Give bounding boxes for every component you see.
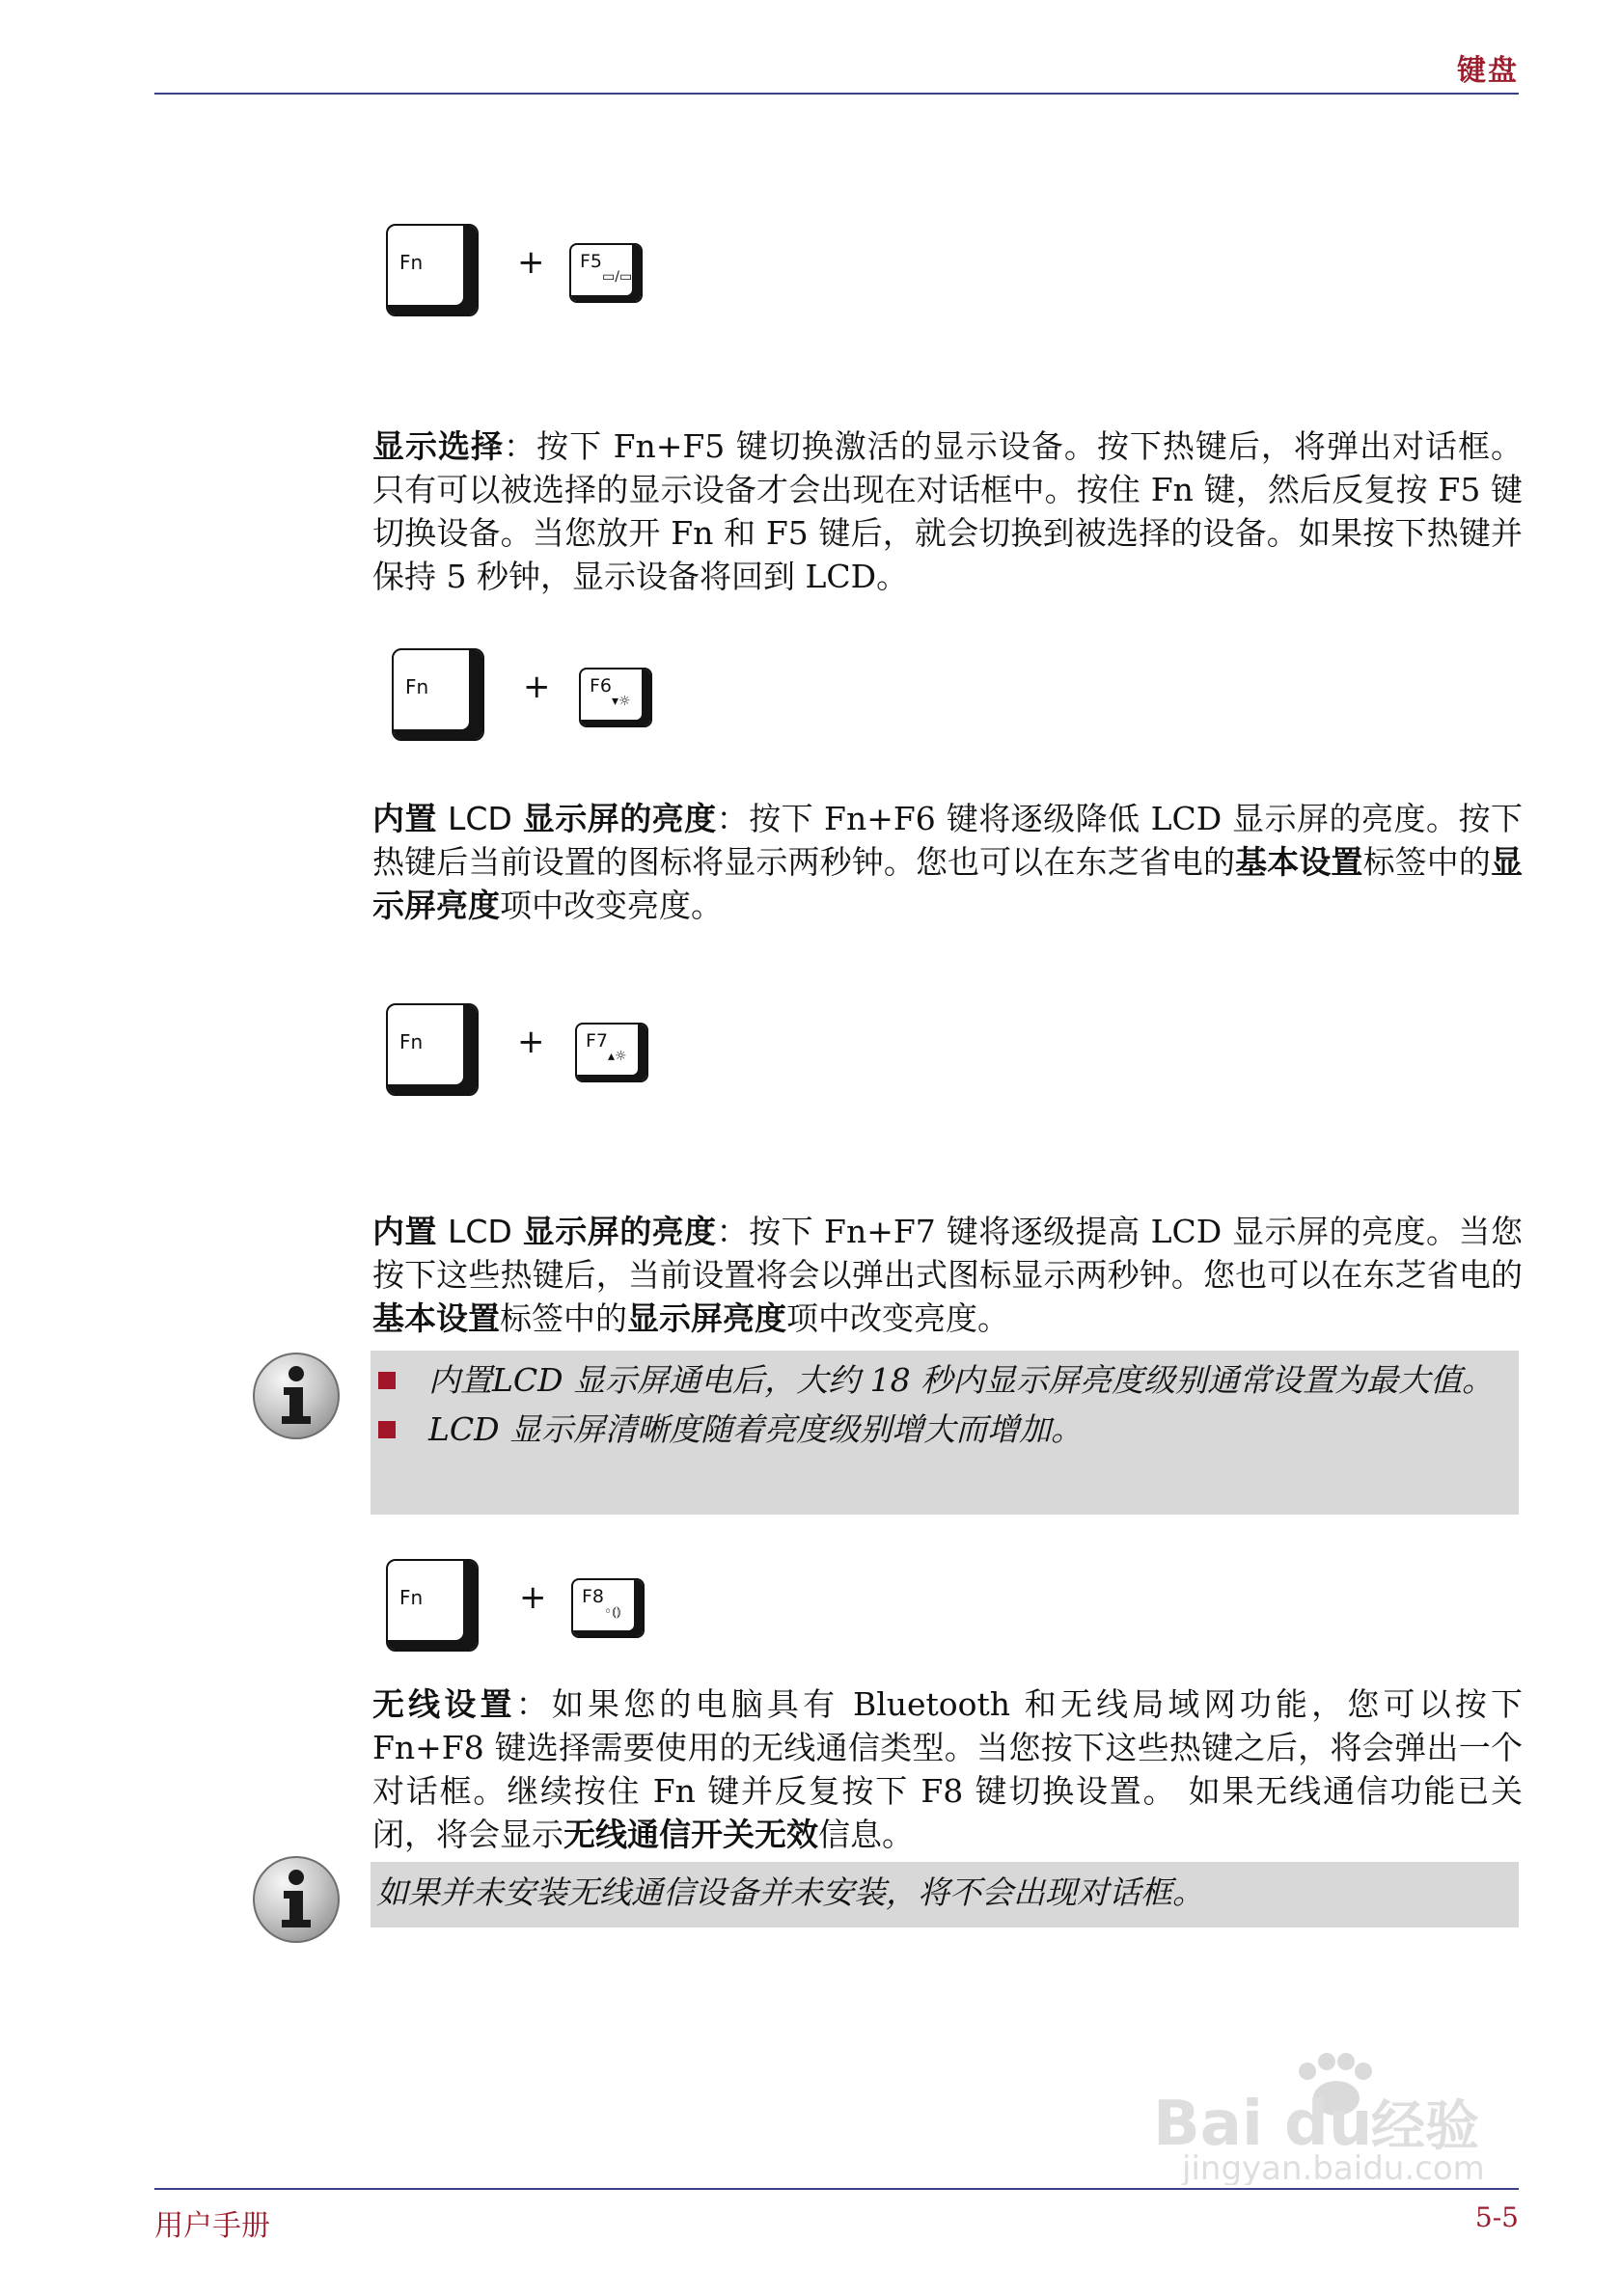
brightness-up-icon: ▴☼ bbox=[608, 1049, 627, 1064]
bold-term: 基本设置 bbox=[372, 1299, 500, 1337]
watermark-url: jingyan.baidu.com bbox=[1182, 2149, 1485, 2185]
heading-part: 显示屏的亮度 bbox=[522, 800, 717, 837]
header-rule bbox=[154, 93, 1519, 95]
body-text: 信息。 bbox=[818, 1816, 914, 1853]
f5-key bbox=[569, 243, 643, 303]
brightness-up-paragraph bbox=[372, 1210, 1523, 1340]
monitor-toggle-icon: ▭/▭ bbox=[602, 269, 633, 285]
watermark-cn: 经验 bbox=[1371, 2095, 1479, 2158]
key-combo-fn-f7 bbox=[376, 1003, 955, 1109]
body-text: 项中改变亮度。 bbox=[786, 1299, 1009, 1337]
fn-key-label: Fn bbox=[399, 251, 424, 274]
f5-key-label: F5 bbox=[580, 251, 603, 272]
page-header-title: 键盘 bbox=[1457, 54, 1519, 88]
watermark-brand2: du bbox=[1284, 2089, 1373, 2160]
bold-term: 显示屏亮度 bbox=[627, 1299, 786, 1337]
f7-key bbox=[575, 1023, 648, 1082]
heading-part: 内置 bbox=[372, 800, 437, 837]
heading-lcd: LCD bbox=[436, 1213, 523, 1250]
f6-key bbox=[579, 668, 652, 727]
body-text: 项中改变亮度。 bbox=[500, 887, 723, 924]
heading-lcd: LCD bbox=[436, 800, 523, 837]
wireless-heading: 无线设置 bbox=[372, 1685, 516, 1723]
note-text: 如果并未安装无线通信设备并未安装，将不会出现对话框。 bbox=[376, 1873, 1204, 1911]
display-select-text: ：按下 Fn+F5 键切换激活的显示设备。按下热键后，将弹出对话框。只有可以被选择的显示设备才会出现在对话框中。按住 Fn 键，然后反复按 F5 键切换设备。当您放开 Fn 和 F5 键后，就会切换到被选择的设备。如果按下热键并保持 5 秒钟，显示设备将回到 LCD。 bbox=[372, 427, 1523, 595]
body-text: 标签中的 bbox=[1362, 843, 1492, 881]
fn-key-label: Fn bbox=[405, 675, 429, 698]
note-bullet-text: 内置LCD 显示屏通电后，大约 18 秒内显示屏亮度级别通常设置为最大值。 bbox=[428, 1361, 1495, 1399]
note-box bbox=[371, 1862, 1519, 1927]
fn-key bbox=[392, 648, 484, 741]
note-box bbox=[371, 1351, 1519, 1515]
info-icon bbox=[253, 1353, 340, 1439]
brightness-down-paragraph bbox=[372, 797, 1523, 927]
plus-sign: + bbox=[517, 1023, 545, 1061]
bullet-square bbox=[378, 1372, 396, 1389]
f8-key-label: F8 bbox=[582, 1586, 605, 1607]
key-combo-fn-f5 bbox=[376, 224, 955, 330]
fn-key bbox=[386, 224, 479, 316]
bold-term: 基本设置 bbox=[1235, 843, 1363, 881]
watermark-brand: Bai bbox=[1153, 2089, 1263, 2160]
plus-sign: + bbox=[519, 1578, 547, 1617]
body-text: ：如果您的电脑具有 Bluetooth 和无线局域网功能，您可以按下 Fn+F8 键选择需要使用的无线通信类型。当您按下这些热键之后，将会弹出一个对话框。继续按住 Fn 键并反复按下 F8 键切换设置。 如果无线通信功能已关闭，将会显示 bbox=[372, 1685, 1523, 1853]
display-select-heading: 显示选择 bbox=[372, 427, 505, 465]
key-combo-fn-f6 bbox=[376, 648, 955, 754]
f8-key bbox=[571, 1578, 645, 1638]
f6-key-label: F6 bbox=[590, 675, 613, 697]
footer-left-text: 用户手册 bbox=[154, 2209, 270, 2243]
fn-key bbox=[386, 1559, 479, 1652]
fn-key bbox=[386, 1003, 479, 1096]
bullet-square bbox=[378, 1421, 396, 1438]
heading-part: 显示屏的亮度 bbox=[522, 1213, 717, 1250]
plus-sign: + bbox=[517, 243, 545, 282]
footer-rule bbox=[154, 2188, 1519, 2190]
brightness-down-icon: ▾☼ bbox=[612, 694, 631, 709]
wireless-paragraph bbox=[372, 1682, 1523, 1856]
note-bullet-text: LCD 显示屏清晰度随着亮度级别增大而增加。 bbox=[428, 1410, 1084, 1448]
fn-key-label: Fn bbox=[399, 1030, 424, 1053]
info-icon bbox=[253, 1856, 340, 1943]
bold-term: 无线通信开关无效 bbox=[563, 1816, 818, 1853]
fn-key-label: Fn bbox=[399, 1586, 424, 1609]
display-select-paragraph bbox=[372, 424, 1523, 598]
page-number: 5-5 bbox=[1474, 2201, 1519, 2233]
note-bullet bbox=[371, 1358, 1519, 1402]
key-combo-fn-f8 bbox=[376, 1559, 955, 1665]
watermark bbox=[1143, 2040, 1529, 2185]
bold-term: 显示屏亮度 bbox=[372, 843, 1524, 924]
note-bullet bbox=[371, 1408, 1519, 1451]
heading-part: 内置 bbox=[372, 1213, 437, 1250]
body-text: 标签中的 bbox=[500, 1299, 627, 1337]
f7-key-label: F7 bbox=[586, 1030, 609, 1052]
wireless-icon: ◦⦅⦆ bbox=[604, 1604, 621, 1620]
body-text: ：按下 Fn+F7 键将逐级提高 LCD 显示屏的亮度。当您按下这些热键后，当前设置将会以弹出式图标显示两秒钟。您也可以在东芝省电的 bbox=[372, 1213, 1524, 1294]
plus-sign: + bbox=[523, 668, 551, 706]
body-text: ：按下 Fn+F6 键将逐级降低 LCD 显示屏的亮度。按下热键后当前设置的图标将显示两秒钟。您也可以在东芝省电的 bbox=[372, 800, 1524, 881]
